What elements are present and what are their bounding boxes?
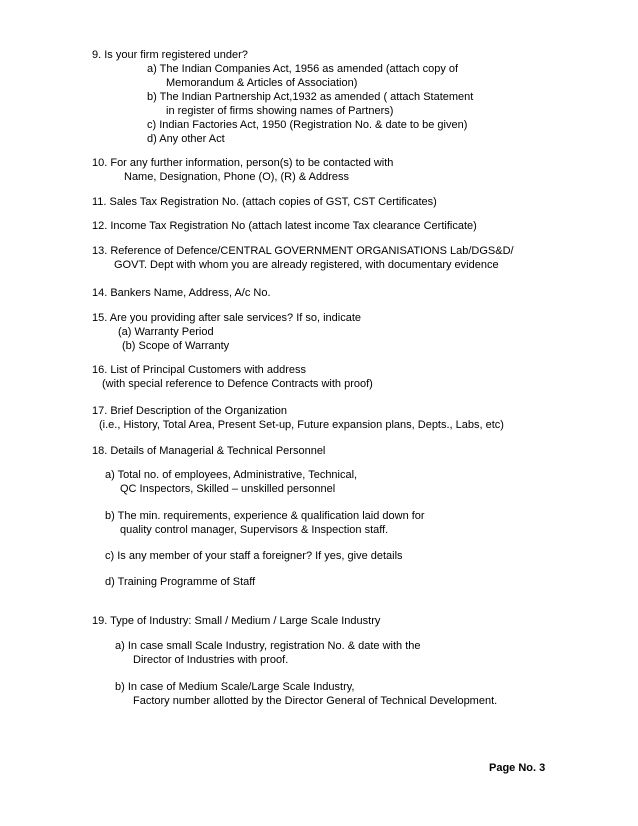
q9-option-b-line1: b) The Indian Partnership Act,1932 as amended ( attach Statement: [147, 91, 474, 103]
q16-line1: 16. List of Principal Customers with address: [92, 364, 306, 376]
q18-title: 18. Details of Managerial & Technical Personnel: [92, 445, 326, 457]
q18-option-b-line2: quality control manager, Supervisors & Inspection staff.: [120, 524, 389, 536]
q19-option-a-line1: a) In case small Scale Industry, registration No. & date with the: [115, 640, 421, 652]
q17-line2: (i.e., History, Total Area, Present Set-up, Future expansion plans, Depts., Labs, etc): [99, 419, 504, 431]
q12: 12. Income Tax Registration No (attach latest income Tax clearance Certificate): [92, 220, 477, 232]
page-number: Page No. 3: [489, 762, 546, 774]
q9-title: 9. Is your firm registered under?: [92, 49, 248, 61]
q13-line1: 13. Reference of Defence/CENTRAL GOVERNMENT ORGANISATIONS Lab/DGS&D/: [92, 245, 514, 257]
q16-line2: (with special reference to Defence Contracts with proof): [102, 378, 373, 390]
q18-option-a-line1: a) Total no. of employees, Administrative, Technical,: [105, 469, 358, 481]
q14: 14. Bankers Name, Address, A/c No.: [92, 287, 271, 299]
q18-option-d: d) Training Programme of Staff: [105, 576, 256, 588]
q17-line1: 17. Brief Description of the Organization: [92, 405, 288, 417]
q18-option-a-line2: QC Inspectors, Skilled – unskilled personnel: [120, 483, 336, 495]
q9-option-b-line2: in register of firms showing names of Partners): [166, 105, 394, 117]
q19-title: 19. Type of Industry: Small / Medium / Large Scale Industry: [92, 615, 381, 627]
q15-option-b: (b) Scope of Warranty: [122, 340, 230, 352]
q10-line1: 10. For any further information, person(s) to be contacted with: [92, 157, 394, 169]
q15-line1: 15. Are you providing after sale services? If so, indicate: [92, 312, 362, 324]
q9-option-a-line1: a) The Indian Companies Act, 1956 as amended (attach copy of: [147, 63, 459, 75]
q18-option-b-line1: b) The min. requirements, experience & qualification laid down for: [105, 510, 425, 522]
q9-option-d: d) Any other Act: [147, 133, 225, 145]
q18-option-c: c) Is any member of your staff a foreigner? If yes, give details: [105, 550, 403, 562]
q19-option-a-line2: Director of Industries with proof.: [133, 654, 289, 666]
q13-line2: GOVT. Dept with whom you are already registered, with documentary evidence: [114, 259, 499, 271]
q11: 11. Sales Tax Registration No. (attach copies of GST, CST Certificates): [92, 196, 437, 208]
q9-option-c: c) Indian Factories Act, 1950 (Registration No. & date to be given): [147, 119, 468, 131]
q19-option-b-line1: b) In case of Medium Scale/Large Scale Industry,: [115, 681, 355, 693]
q9-option-a-line2: Memorandum & Articles of Association): [166, 77, 358, 89]
q10-line2: Name, Designation, Phone (O), (R) & Address: [124, 171, 349, 183]
q19-option-b-line2: Factory number allotted by the Director General of Technical Development.: [133, 695, 498, 707]
q15-option-a: (a) Warranty Period: [118, 326, 214, 338]
